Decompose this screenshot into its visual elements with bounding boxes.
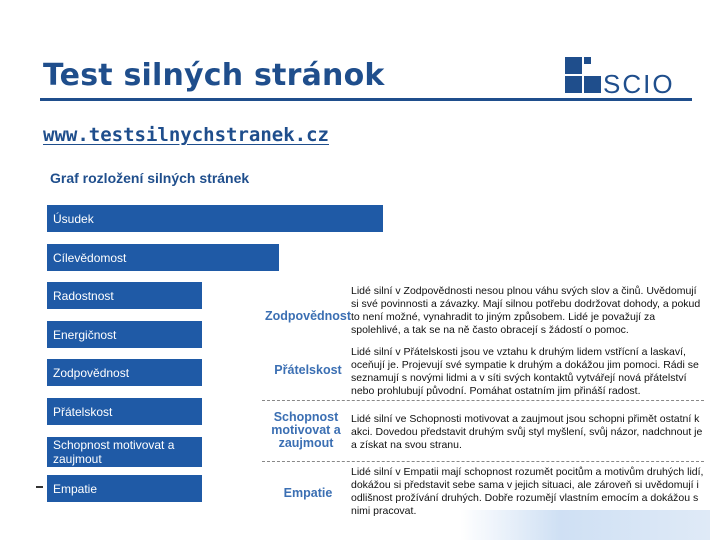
bar-6 bbox=[47, 437, 202, 467]
desc-text-empatie: Lidé silní v Empatii mají schopnost rozumět pocitům a motivům druhých lidí, dokážou si představit sebe sama v jejich situaci, ale zároveň si uvědomují i odlišnost prožívání druhých. Dobře rozumějí vlastním emocím a dokážou s nimi pracovat. bbox=[351, 466, 704, 517]
bar-2 bbox=[47, 282, 202, 309]
title-underline bbox=[40, 98, 692, 101]
bar-3 bbox=[47, 321, 202, 348]
desc-label-pratelskost: Přátelskost bbox=[274, 363, 342, 377]
slide-title: Test silných stránok bbox=[43, 58, 385, 93]
slide-marker bbox=[36, 486, 43, 488]
bar-label: Úsudek bbox=[53, 211, 94, 226]
bar-5 bbox=[47, 398, 202, 425]
desc-text-zodpovednost: Lidé silní v Zodpovědnosti nesou plnou váhu svých slov a činů. Uvědomují si své povinnosti a závazky. Mají silnou potřebu dodržovat dohody, a pokud to není možné, vynahradit to jiným způsobem. Lidé je považují za spolehlivé, a tak se na ně často obracejí s žádostí o pomoc. bbox=[351, 285, 701, 336]
bar-7 bbox=[47, 475, 202, 502]
desc-text-pratelskost: Lidé silní v Přátelskosti jsou ve vztahu k druhým lidem vstřícní a laskaví, oceňují je. Projevují své sympatie k druhým a dokážou jim pomoci. Rádi se seznamují s novými lidmi a v síti svých kontaktů vytvářejí nová přátelství nebo prohlubují původní. Pomáhat ostatním jim přináší radost. bbox=[351, 346, 699, 397]
desc-label-empatie: Empatie bbox=[283, 486, 333, 500]
bar-label: Energičnost bbox=[53, 327, 117, 342]
bar-label: Cílevědomost bbox=[53, 250, 127, 265]
bar-label: Schopnost motivovat a zaujmout bbox=[53, 438, 175, 466]
scio-logo bbox=[562, 53, 684, 95]
bar-label: Radostnost bbox=[53, 288, 114, 303]
bar-label: Empatie bbox=[53, 481, 98, 496]
bar-label: Přátelskost bbox=[53, 404, 113, 419]
separator bbox=[262, 461, 704, 462]
website-link[interactable]: www.testsilnychstranek.cz bbox=[43, 124, 329, 146]
logo-text: SCIO bbox=[603, 69, 675, 95]
bar-1 bbox=[47, 244, 279, 271]
desc-label-schopnost: Schopnost motivovat a zaujmout bbox=[271, 410, 341, 450]
separator bbox=[262, 400, 704, 401]
chart-title: Graf rozložení silných stránek bbox=[50, 170, 250, 186]
bar-4 bbox=[47, 359, 202, 386]
bar-label: Zodpovědnost bbox=[53, 365, 130, 380]
desc-text-schopnost: Lidé silní ve Schopnosti motivovat a zaujmout jsou schopni přimět ostatní k akci. Dovedou představit druhým svůj styl myšlení, svůj názor, nadchnout je a získat na svou stranu. bbox=[351, 413, 703, 451]
desc-label-zodpovednost: Zodpovědnost bbox=[264, 309, 352, 323]
bar-0 bbox=[47, 205, 383, 232]
